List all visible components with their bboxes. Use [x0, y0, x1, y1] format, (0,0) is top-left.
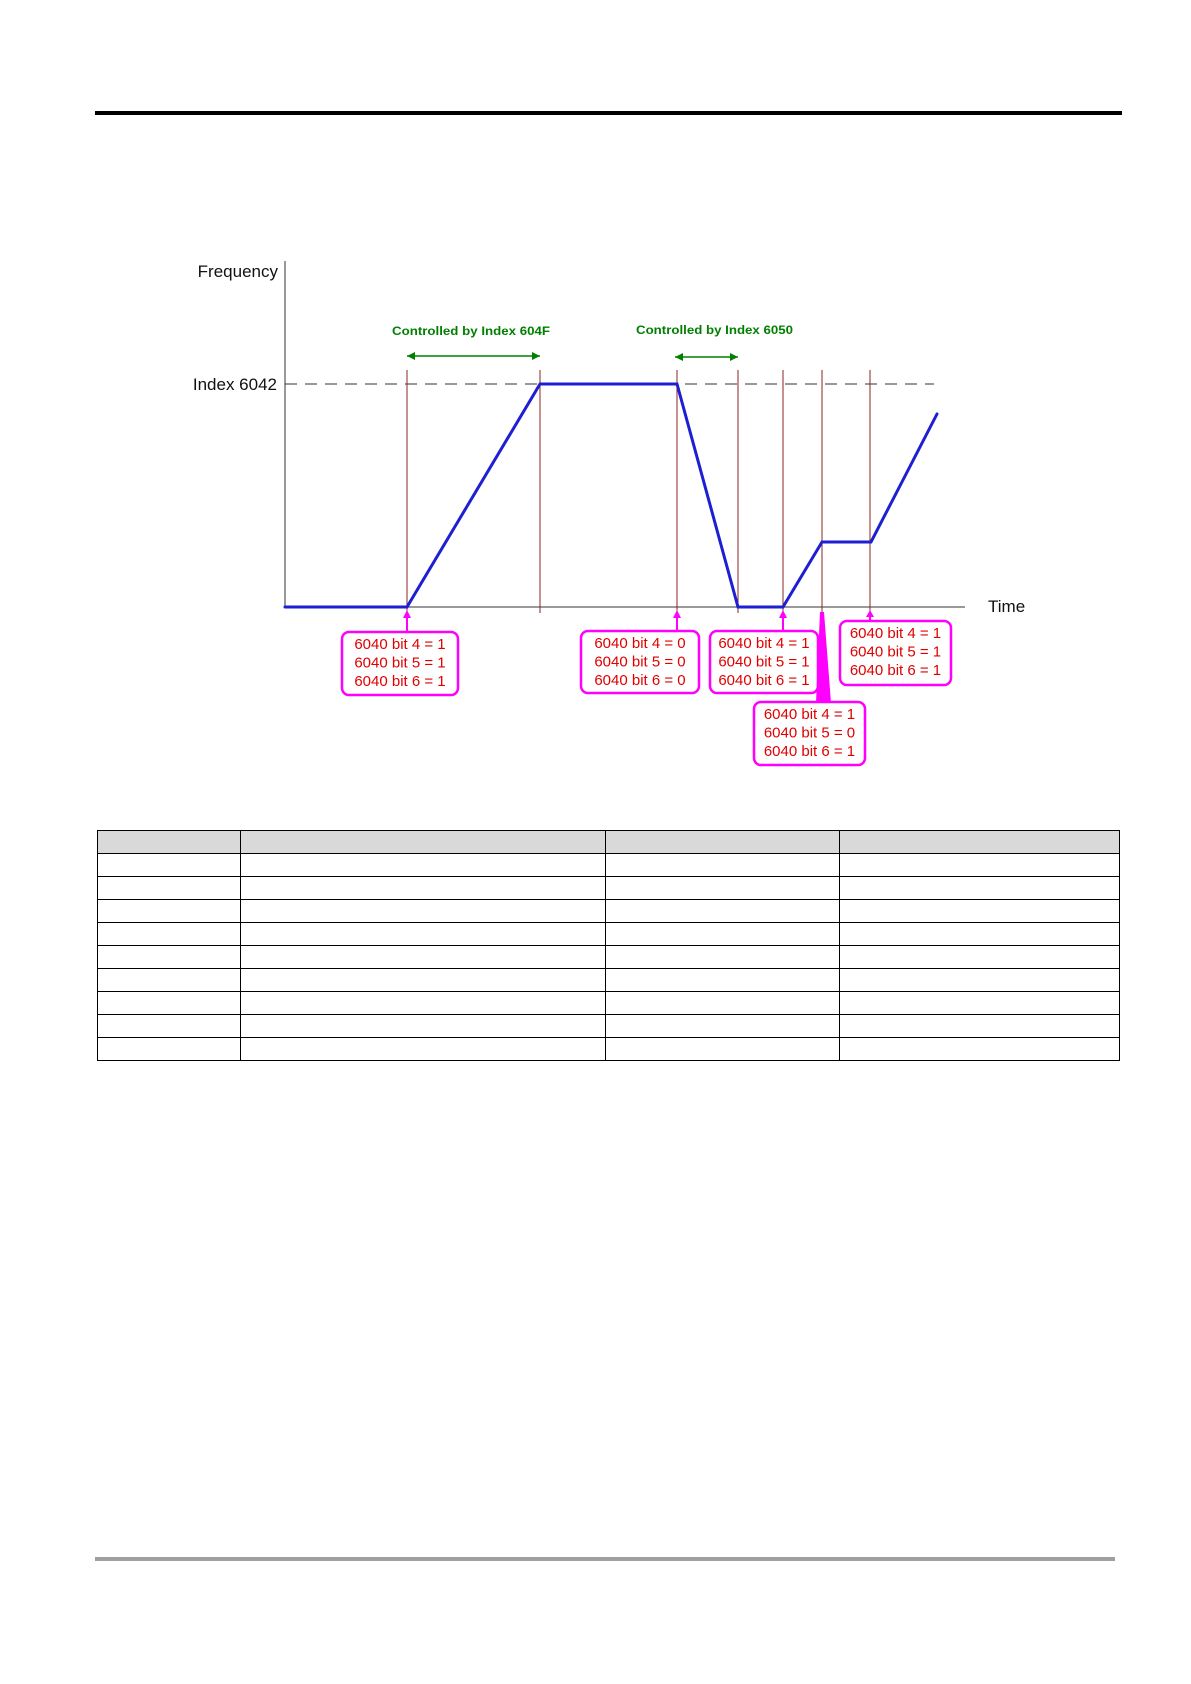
table-cell — [241, 900, 606, 923]
table-cell — [98, 969, 241, 992]
table-cell — [98, 877, 241, 900]
table-cell — [98, 946, 241, 969]
table-cell — [98, 992, 241, 1015]
span-label-6050: Controlled by Index 6050 — [636, 323, 794, 337]
table-row — [98, 946, 1120, 969]
table-cell — [840, 946, 1120, 969]
table-cell — [840, 900, 1120, 923]
table-row — [98, 969, 1120, 992]
table-cell — [840, 923, 1120, 946]
table-cell — [98, 1038, 241, 1061]
table-cell — [606, 946, 840, 969]
callout-3-line-2: 6040 bit 5 = 1 — [718, 653, 810, 671]
table-cell — [98, 900, 241, 923]
table-cell — [840, 1038, 1120, 1061]
callout-3 — [710, 610, 818, 693]
callout-4-line-2: 6040 bit 5 = 0 — [763, 724, 856, 742]
parameter-table — [97, 830, 1120, 1061]
table-cell — [241, 969, 606, 992]
x-axis-label: Time — [988, 597, 1026, 616]
callout-1-line-1: 6040 bit 4 = 1 — [354, 636, 446, 653]
callout-5-line-1: 6040 bit 4 = 1 — [849, 625, 942, 642]
table-cell — [840, 877, 1120, 900]
table-row — [98, 900, 1120, 923]
table-row — [98, 1038, 1120, 1061]
table-cell — [606, 877, 840, 900]
callout-5-line-3: 6040 bit 6 = 1 — [849, 662, 942, 679]
table-header-cell — [98, 831, 241, 854]
table-cell — [840, 854, 1120, 877]
table-cell — [98, 854, 241, 877]
table-cell — [606, 854, 840, 877]
table-cell — [606, 900, 840, 923]
table-cell — [241, 992, 606, 1015]
table-cell — [241, 1038, 606, 1061]
table-header-cell — [606, 831, 840, 854]
frequency-time-diagram — [0, 0, 1191, 800]
table-cell — [98, 923, 241, 946]
table-cell — [98, 1015, 241, 1038]
table-row — [98, 877, 1120, 900]
table-cell — [241, 946, 606, 969]
callout-5-line-2: 6040 bit 5 = 1 — [849, 643, 942, 661]
callout-1-line-2: 6040 bit 5 = 1 — [354, 654, 446, 672]
table-body — [98, 854, 1120, 1061]
table-cell — [606, 992, 840, 1015]
table-header-cell — [840, 831, 1120, 854]
table-row — [98, 854, 1120, 877]
callout-3-line-3: 6040 bit 6 = 1 — [718, 672, 810, 689]
table-header-row — [98, 831, 1120, 854]
table-row — [98, 992, 1120, 1015]
callout-2 — [581, 610, 699, 693]
frequency-curve — [285, 384, 937, 607]
callout-4-line-1: 6040 bit 4 = 1 — [763, 706, 856, 723]
table-cell — [241, 923, 606, 946]
footer-rule — [95, 1557, 1115, 1561]
table-header-cell — [241, 831, 606, 854]
table-cell — [840, 969, 1120, 992]
table-cell — [241, 877, 606, 900]
callout-2-line-2: 6040 bit 5 = 0 — [594, 653, 686, 671]
callout-2-line-3: 6040 bit 6 = 0 — [594, 672, 686, 689]
table-cell — [241, 1015, 606, 1038]
table-cell — [840, 992, 1120, 1015]
table-cell — [606, 923, 840, 946]
callout-3-line-1: 6040 bit 4 = 1 — [718, 635, 810, 652]
table-row — [98, 923, 1120, 946]
span-label-604f: Controlled by Index 604F — [392, 324, 550, 338]
table-row — [98, 1015, 1120, 1038]
callout-1-line-3: 6040 bit 6 = 1 — [354, 673, 446, 690]
y-axis-label: Frequency — [197, 262, 278, 281]
callout-2-line-1: 6040 bit 4 = 0 — [594, 635, 686, 652]
table-cell — [606, 1015, 840, 1038]
table-cell — [241, 854, 606, 877]
reference-level-label: Index 6042 — [192, 375, 277, 394]
table-cell — [840, 1015, 1120, 1038]
table-cell — [606, 969, 840, 992]
callout-5 — [840, 610, 951, 685]
callout-4-pointer — [816, 612, 831, 703]
callout-4-line-3: 6040 bit 6 = 1 — [763, 743, 856, 760]
table-cell — [606, 1038, 840, 1061]
callout-1 — [342, 610, 458, 695]
